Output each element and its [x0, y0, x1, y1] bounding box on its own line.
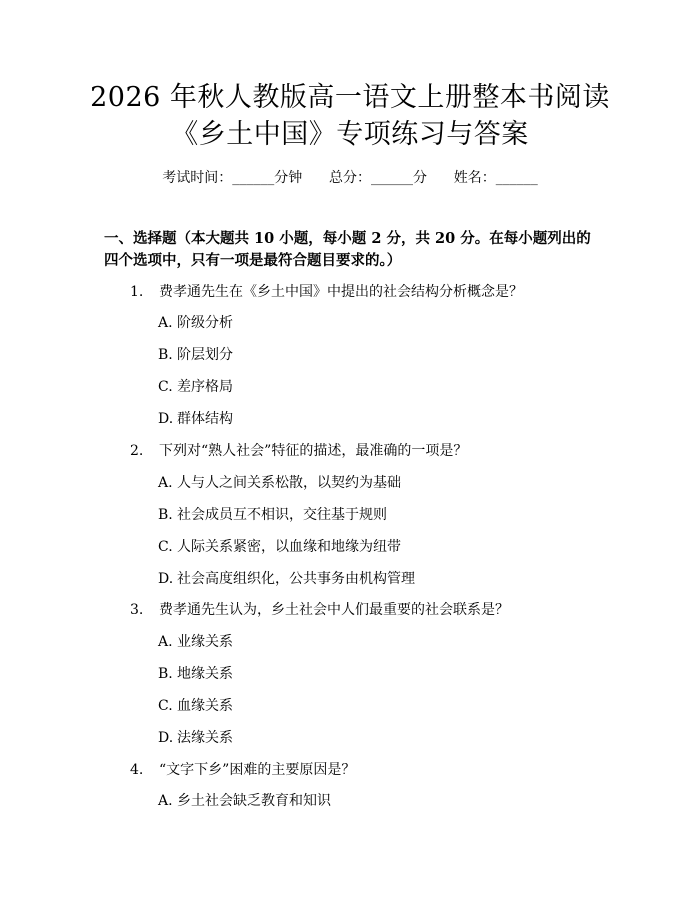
question-4-option-a: [158, 791, 331, 811]
option-text: 业缘关系: [177, 634, 233, 650]
question-2-option-d: [158, 569, 415, 589]
option-text: 阶级分析: [177, 315, 233, 331]
option-letter: A.: [158, 475, 173, 491]
option-letter: B.: [158, 347, 173, 363]
exam-title-line-1: 2026 年秋人教版高一语文上册整本书阅读: [90, 82, 610, 113]
option-text: 阶层划分: [177, 347, 233, 363]
option-letter: C.: [158, 698, 173, 714]
question-3-option-c: [158, 696, 233, 716]
question-3: [130, 600, 509, 620]
question-3-option-d: [158, 728, 233, 748]
question-2-option-b: [158, 505, 387, 525]
option-text: 群体结构: [177, 411, 233, 427]
option-text: 地缘关系: [177, 666, 233, 682]
question-text: 费孝通先生认为，乡土社会中人们最重要的社会联系是？: [159, 602, 509, 618]
option-text: 社会成员互不相识，交往基于规则: [177, 507, 387, 523]
question-2-option-c: [158, 537, 401, 557]
option-text: 人与人之间关系松散，以契约为基础: [177, 475, 401, 491]
option-text: 人际关系紧密，以血缘和地缘为纽带: [177, 539, 401, 555]
question-text: “文字下乡”困难的主要原因是？: [159, 762, 356, 778]
option-letter: D.: [158, 411, 174, 427]
question-number: 4.: [130, 762, 144, 778]
section-heading-multiple-choice: 一、选择题（本大题共 10 小题，每小题 2 分，共 20 分。在每小题列出的四个选项中，只有一项是最符合题目要求的。）: [104, 230, 591, 269]
option-letter: C.: [158, 379, 173, 395]
option-text: 差序格局: [177, 379, 233, 395]
question-1-option-c: [158, 377, 233, 397]
question-2-option-a: [158, 473, 401, 493]
option-text: 社会高度组织化，公共事务由机构管理: [177, 571, 415, 587]
option-letter: A.: [158, 793, 173, 809]
exam-title-line-2: 《乡土中国》专项练习与答案: [171, 119, 529, 150]
question-text: 费孝通先生在《乡土中国》中提出的社会结构分析概念是？: [159, 284, 523, 300]
question-3-option-a: [158, 632, 233, 652]
option-text: 血缘关系: [177, 698, 233, 714]
question-number: 3.: [130, 602, 144, 618]
option-text: 乡土社会缺乏教育和知识: [177, 793, 331, 809]
question-4: [130, 760, 355, 780]
question-number: 2.: [130, 443, 144, 459]
option-letter: B.: [158, 666, 173, 682]
option-text: 法缘关系: [177, 730, 233, 746]
exam-meta-line: 考试时间：______分钟 总分：______分 姓名：______: [162, 170, 538, 186]
question-1-option-d: [158, 409, 233, 429]
question-3-option-b: [158, 664, 233, 684]
option-letter: C.: [158, 539, 173, 555]
question-number: 1.: [130, 284, 144, 300]
option-letter: B.: [158, 507, 173, 523]
question-1-option-a: [158, 313, 233, 333]
question-text: 下列对“熟人社会”特征的描述，最准确的一项是？: [159, 443, 468, 459]
option-letter: D.: [158, 571, 174, 587]
option-letter: A.: [158, 634, 173, 650]
question-1: [130, 282, 523, 302]
option-letter: A.: [158, 315, 173, 331]
question-1-option-b: [158, 345, 233, 365]
option-letter: D.: [158, 730, 174, 746]
question-2: [130, 441, 467, 461]
